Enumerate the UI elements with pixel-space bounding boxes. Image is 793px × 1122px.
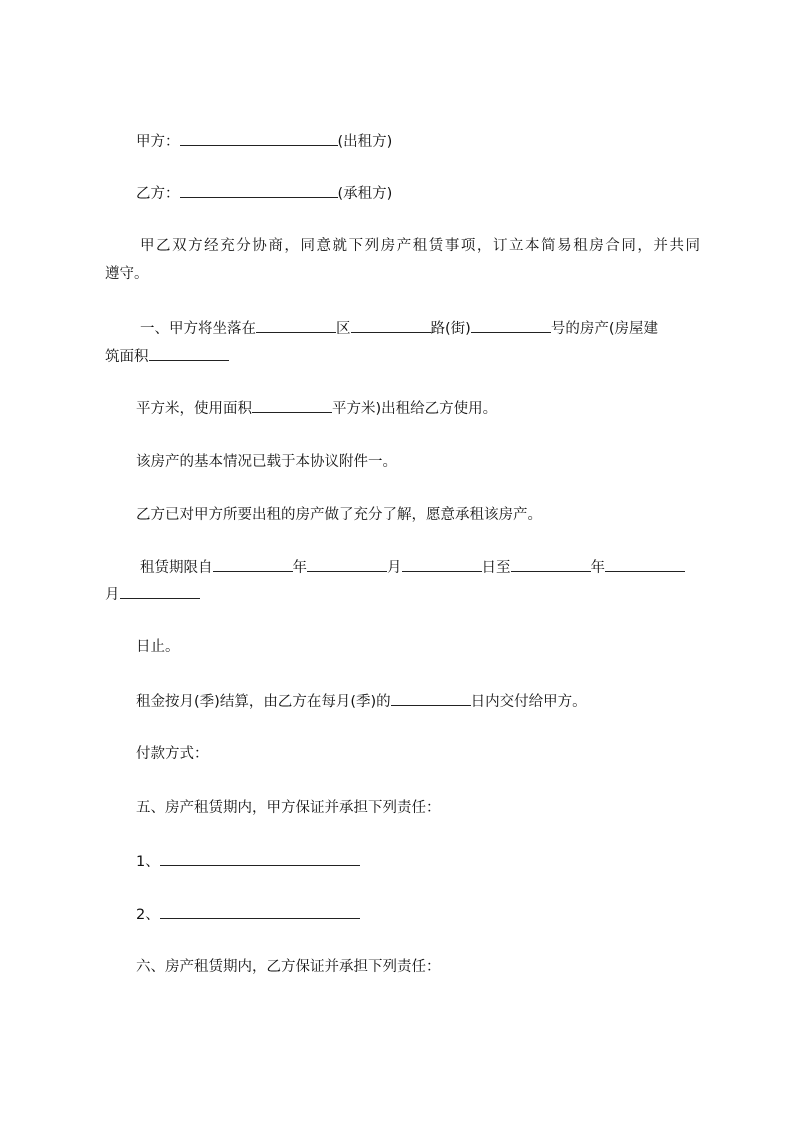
term-month-2: 月: [105, 587, 120, 603]
rent-text-a: 租金按月(季)结算，由乙方在每月(季)的: [136, 694, 391, 710]
rent-text-b: 日内交付给甲方。: [470, 694, 587, 710]
end-day-blank: [120, 584, 200, 599]
clause1-line-3: [136, 398, 497, 419]
clause1-usable-label: 平方米，使用面积: [136, 401, 252, 417]
term-prefix: 租赁期限自: [140, 560, 213, 576]
item-2-line: [136, 904, 360, 925]
intro-line-2: 遵守。: [105, 266, 149, 282]
item-1-line: [136, 851, 360, 872]
clause1-number: 号的房产(房屋建: [550, 321, 658, 337]
number-blank: [471, 318, 551, 333]
party-b-line: [136, 183, 392, 204]
clause1-usable-suffix: 平方米)出租给乙方使用。: [332, 401, 498, 417]
clause1-line-1: [140, 318, 658, 339]
item-2-label: 2、: [136, 907, 160, 923]
usable-area-blank: [252, 398, 332, 413]
understanding-line: 乙方已对甲方所要出租的房产做了充分了解，愿意承租该房产。: [136, 507, 542, 523]
party-a-blank: [180, 131, 338, 146]
party-a-suffix: (出租方): [337, 134, 393, 150]
item-2-blank: [160, 904, 360, 919]
term-year-2: 年: [590, 560, 605, 576]
party-b-suffix: (承租方): [337, 186, 393, 202]
start-month-blank: [307, 557, 387, 572]
clause1-area-label: 筑面积: [105, 349, 149, 365]
term-day-to: 日至: [481, 560, 511, 576]
term-line-1: [140, 557, 685, 578]
start-day-blank: [402, 557, 482, 572]
party-b-blank: [180, 183, 338, 198]
building-area-blank: [149, 346, 229, 361]
clause1-road: 路(街): [430, 321, 471, 337]
rent-line: [136, 691, 587, 712]
clause5-line: 五、房产租赁期内，甲方保证并承担下列责任：: [136, 800, 441, 816]
item-1-label: 1、: [136, 854, 160, 870]
term-month: 月: [387, 560, 402, 576]
clause6-line: 六、房产租赁期内，乙方保证并承担下列责任：: [136, 959, 441, 975]
clause1-district: 区: [336, 321, 351, 337]
term-line-3: 日止。: [136, 639, 180, 655]
district-blank: [256, 318, 336, 333]
intro-line-1: 甲乙双方经充分协商，同意就下列房产租赁事项，订立本简易租房合同，并共同: [140, 238, 700, 254]
item-1-blank: [160, 851, 360, 866]
annex-line: 该房产的基本情况已载于本协议附件一。: [136, 454, 397, 470]
start-year-blank: [213, 557, 293, 572]
rent-day-blank: [391, 691, 471, 706]
term-line-2: [105, 584, 200, 605]
party-a-label: 甲方：: [136, 134, 180, 150]
party-a-line: [136, 131, 392, 152]
payment-line: 付款方式：: [136, 746, 209, 762]
end-year-blank: [511, 557, 591, 572]
term-year: 年: [292, 560, 307, 576]
party-b-label: 乙方：: [136, 186, 180, 202]
clause1-prefix: 一、甲方将坐落在: [140, 321, 256, 337]
end-month-blank: [605, 557, 685, 572]
road-blank: [351, 318, 431, 333]
clause1-line-2: [105, 346, 229, 367]
